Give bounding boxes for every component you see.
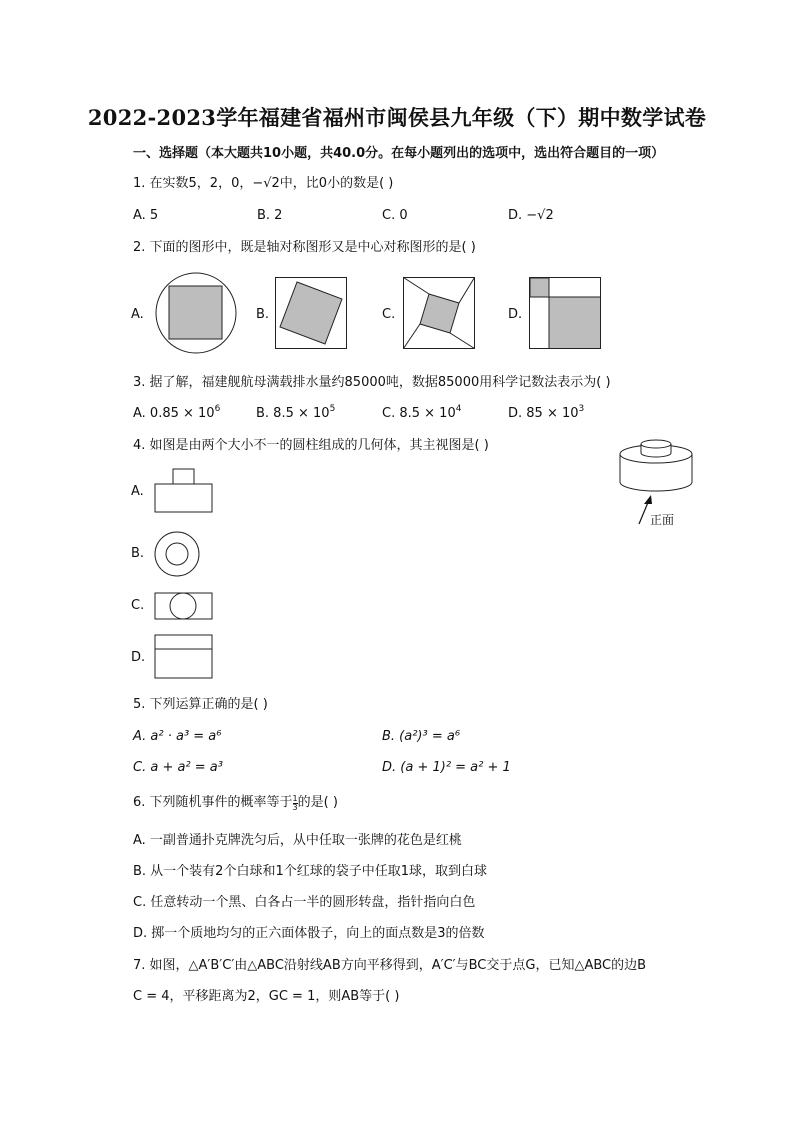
q6-option-b: B. 从一个装有2个白球和1个红球的袋子中任取1球，取到白球: [133, 864, 487, 879]
q6-option-a: A. 一副普通扑克牌洗匀后，从中任取一张牌的花色是红桃: [133, 833, 462, 848]
q3-option-c: C. $8.5 \times 10^4$: [382, 404, 462, 421]
q2-option-b-label: B.: [256, 307, 270, 322]
q4-option-d-label: D.: [131, 650, 146, 665]
question-2-stem: 2. 下面的图形中，既是轴对称图形又是中心对称图形的是( ): [133, 240, 476, 255]
q5-option-c: C. a + a² = a³: [133, 760, 223, 775]
question-3-stem: 3. 据了解，福建舰航母满载排水量约85000吨，数据85000用科学记数法表示为( ): [133, 375, 611, 390]
front-view-label: 正面: [650, 513, 675, 527]
q5-option-a: A. a² · a³ = a⁶: [133, 729, 222, 744]
q4-figure-b: [154, 531, 200, 577]
q2-option-a-label: A.: [131, 307, 144, 322]
q4-figure-a: [154, 468, 214, 514]
question-4-stem: 4. 如图是由两个大小不一的圆柱组成的几何体，其主视图是( ): [133, 438, 489, 453]
question-1-stem: 1. 在实数5，2，0，−√2中，比0小的数是( ): [133, 176, 394, 191]
q3-option-d: D. $85 \times 10^3$: [508, 404, 585, 421]
q4-option-c-label: C.: [131, 598, 145, 613]
q6-option-c: C. 任意转动一个黑、白各占一半的圆形转盘，指针指向白色: [133, 895, 476, 910]
section-heading: 一、选择题（本大题共10小题，共40.0分。在每小题列出的选项中，选出符合题目的一项）: [133, 146, 665, 161]
q2-figure-d: [529, 277, 601, 349]
question-7-line-1: 7. 如图，△A′B′C′由△ABC沿射线AB方向平移得到，A′C′与BC交于点G，已知△ABC的边B: [133, 958, 647, 973]
q4-figure-c: [154, 590, 214, 622]
q2-figure-a: [155, 272, 237, 354]
q5-option-b: B. (a²)³ = a⁶: [382, 729, 461, 744]
q2-figure-b: [275, 277, 347, 349]
q3-option-a: A. $0.85 \times 10^6$: [133, 404, 221, 421]
q2-figure-c: [403, 277, 475, 349]
q4-figure-d: [154, 634, 214, 680]
question-6-stem: 6. 下列随机事件的概率等于 $\frac{1}{3}$ 的是( ): [133, 794, 338, 812]
question-7-line-2: C = 4，平移距离为2，GC = 1，则AB等于( ): [133, 989, 400, 1004]
q6-option-d: D. 掷一个质地均匀的正六面体骰子，向上的面点数是3的倍数: [133, 926, 485, 941]
question-5-stem: 5. 下列运算正确的是( ): [133, 697, 268, 712]
page-title: 2022-2023学年福建省福州市闽侯县九年级（下）期中数学试卷: [87, 105, 707, 130]
q5-option-d: D. (a + 1)² = a² + 1: [382, 760, 511, 775]
q1-option-a: A. 5: [133, 208, 159, 223]
q3-option-b: B. $8.5 \times 10^5$: [256, 404, 336, 421]
q4-option-a-label: A.: [131, 484, 144, 499]
q1-option-b: B. 2: [257, 208, 283, 223]
q2-option-d-label: D.: [508, 307, 523, 322]
fraction-one-third: $\frac{1}{3}$: [292, 794, 298, 812]
q1-option-d: D. −√2: [508, 208, 554, 223]
q4-option-b-label: B.: [131, 546, 145, 561]
q1-option-c: C. 0: [382, 208, 408, 223]
q2-option-c-label: C.: [382, 307, 396, 322]
